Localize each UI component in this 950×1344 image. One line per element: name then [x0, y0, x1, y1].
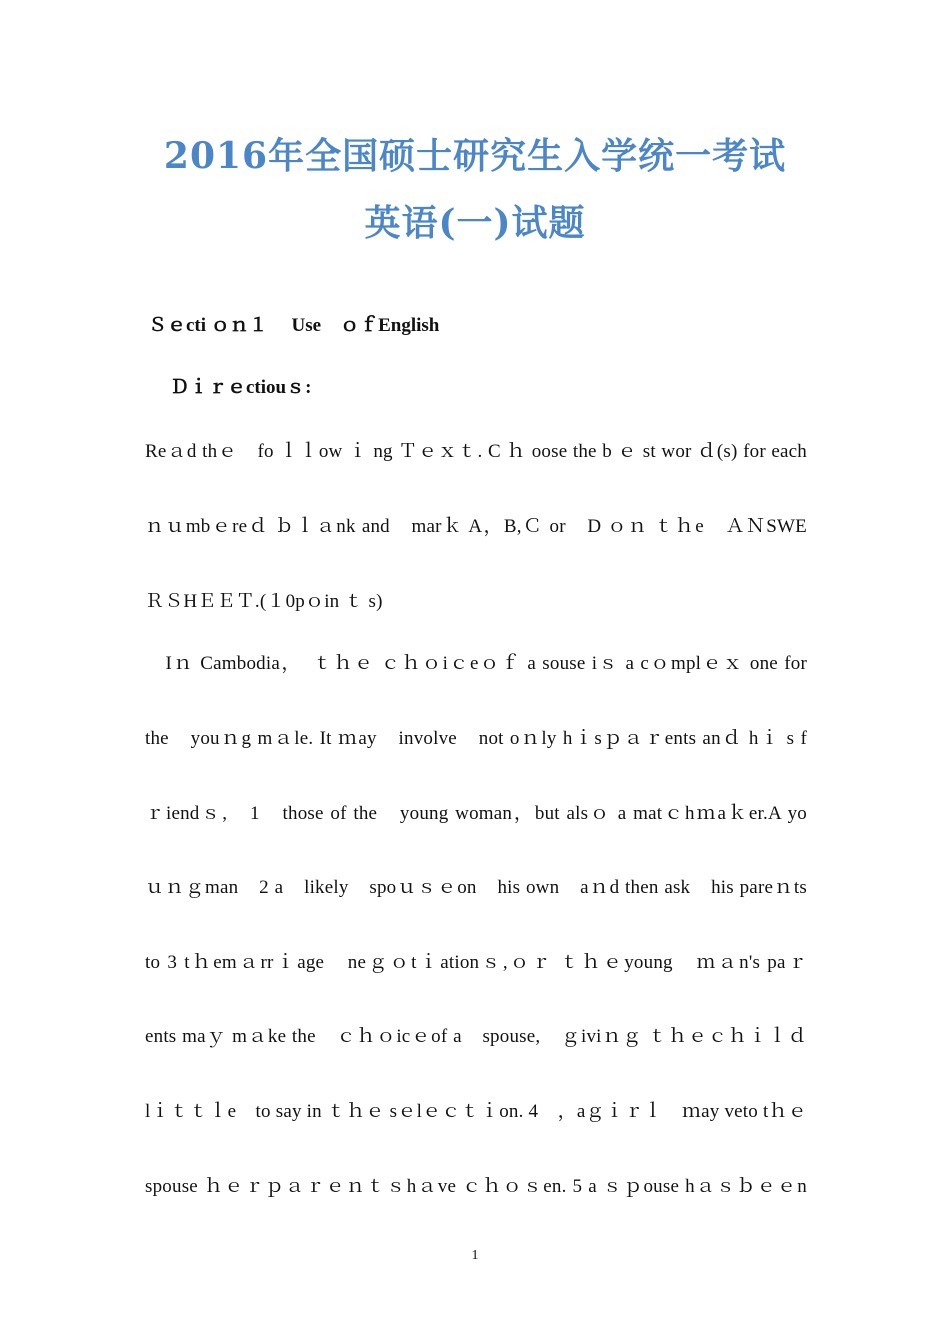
- passage-line: to 3 tｈemａrrｉage neｇｏtｉationｓ,ｏｒ ｔｈｅyoung ｍａn's paｒ: [145, 952, 807, 973]
- passage-line: lｉｔｔｌe to say in ｔｈｅ sｅlｅｃｔｉon. 4 ，aｇｉｒｌ ｍay veto tｈｅ: [145, 1101, 807, 1122]
- document-title-line-1: 2016年全国硕士研究生入学统一考试: [163, 135, 787, 177]
- directions-line: ＲＳHＥＥＴ.(１0pｏin ｔ s): [145, 591, 383, 612]
- passage-line: ｕｎｇman 2 a likely spoｕｓｅon his own aｎd then ask his pareｎts: [145, 877, 807, 898]
- passage-line: ents maｙ mａke the ｃｈｏicｅof a spouse, ｇiviｎｇ ｔｈｅｃｈｉｌｄ: [145, 1026, 807, 1047]
- section-heading: Ｓｅcti ｏｎ１ Use ｏｆEnglish: [148, 315, 440, 336]
- document-title-line-2: 英语(一)试题: [364, 202, 586, 244]
- directions-line: ｎｕmbｅreｄ ｂｌａnk and marｋ A，B,Ｃ or D ｏｎ ｔｈe ＡＮSWE: [145, 516, 807, 537]
- passage-line: Iｎ Cambodia， ｔｈｅ ｃｈｏiｃeｏｆ a souse iｓ a cｏmplｅｘ one for: [145, 653, 807, 674]
- directions-heading: Ｄｉｒｅctiouｓ:: [170, 377, 312, 398]
- directions-line: Reａd thｅ fo ｌｌow ｉ ng Ｔｅｘｔ. C ｈ oose the b ｅ st wor ｄ(s) for each: [145, 441, 807, 462]
- passage-line: ｒiendｓ, 1 those of the young woman，but alsｏ a matｃhｍaｋer.A yo: [145, 803, 807, 824]
- passage-line: the youｎg mａle. It ｍay involve not oｎly hｉsｐａｒents anｄ hｉ s f: [145, 728, 807, 749]
- page-number: 1: [471, 1248, 479, 1263]
- passage-line: spouse ｈｅｒｐａｒｅｎｔｓhａve ｃｈｏｓen. 5 a ｓｐouse hａｓｂｅｅn: [145, 1176, 807, 1197]
